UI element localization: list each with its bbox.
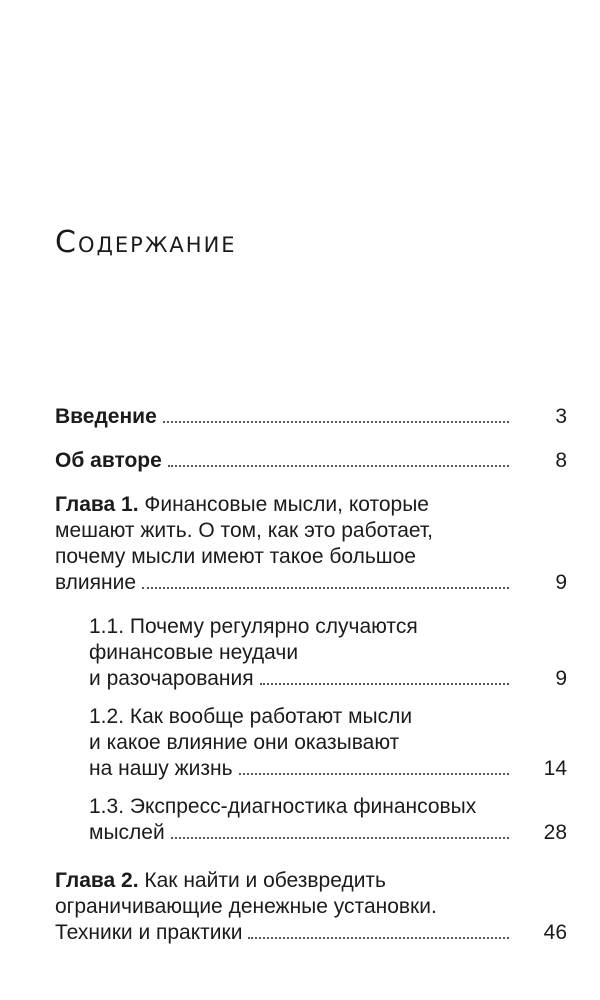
dot-leader	[168, 465, 509, 467]
page-title: Содержание	[55, 225, 237, 260]
chapter-title-part: Техники и практики	[55, 921, 243, 944]
toc-entry-about-author[interactable]	[55, 448, 567, 474]
chapter-number: Глава 1.	[55, 493, 139, 516]
toc-entry-line	[89, 756, 567, 782]
chapter-title-part: почему мысли имеют такое большое	[55, 545, 416, 568]
table-of-contents	[55, 404, 567, 964]
toc-page-number: 14	[543, 757, 567, 780]
toc-entry-line	[55, 570, 567, 596]
section-title-part: 1.1. Почему регулярно случаются	[89, 615, 418, 638]
toc-entry-section-1-1[interactable]	[89, 614, 567, 692]
toc-entry-label: Введение	[55, 405, 157, 428]
toc-page-number: 46	[543, 921, 567, 944]
toc-entry-section-1-2[interactable]	[89, 704, 567, 782]
toc-page-number: 9	[555, 571, 567, 594]
toc-entry-chapter-2[interactable]	[55, 868, 567, 946]
toc-page-number: 9	[555, 667, 567, 690]
toc-entry-section-1-3[interactable]	[89, 794, 567, 846]
section-title-part: мыслей	[89, 821, 165, 844]
section-title-part: финансовые неудачи	[89, 641, 299, 664]
toc-page-number: 3	[555, 405, 567, 428]
toc-entry-line	[55, 492, 567, 518]
dot-leader	[248, 937, 509, 939]
toc-entry-introduction[interactable]	[55, 404, 567, 430]
toc-entry-chapter-1[interactable]	[55, 492, 567, 596]
section-title-part: и какое влияние они оказывают	[89, 731, 400, 754]
chapter-title-part: Финансовые мысли, которые	[144, 493, 429, 516]
toc-page-number: 8	[555, 449, 567, 472]
section-title-part: 1.2. Как вообще работают мысли	[89, 705, 413, 728]
toc-entry-label: Об авторе	[55, 449, 162, 472]
dot-leader	[260, 683, 509, 685]
dot-leader	[171, 837, 509, 839]
section-title-part: и разочарования	[89, 667, 254, 690]
dot-leader	[163, 421, 509, 423]
section-title-part: на нашу жизнь	[89, 757, 233, 780]
dot-leader	[239, 773, 509, 775]
toc-entry-line	[55, 868, 567, 894]
chapter-title-part: Как найти и обезвредить	[144, 869, 386, 892]
chapter-title-part: влияние	[55, 571, 137, 594]
toc-entry-line	[55, 448, 567, 474]
dot-leader	[142, 587, 509, 589]
toc-entry-line	[89, 820, 567, 846]
chapter-number: Глава 2.	[55, 869, 139, 892]
toc-entry-line	[55, 920, 567, 946]
toc-page-number: 28	[543, 821, 567, 844]
section-title-part: 1.3. Экспресс-диагностика финансовых	[89, 795, 477, 818]
chapter-title-part: мешают жить. О том, как это работает,	[55, 519, 433, 542]
toc-entry-line	[55, 404, 567, 430]
chapter-title-part: ограничивающие денежные установки.	[55, 895, 437, 918]
toc-entry-line	[89, 666, 567, 692]
